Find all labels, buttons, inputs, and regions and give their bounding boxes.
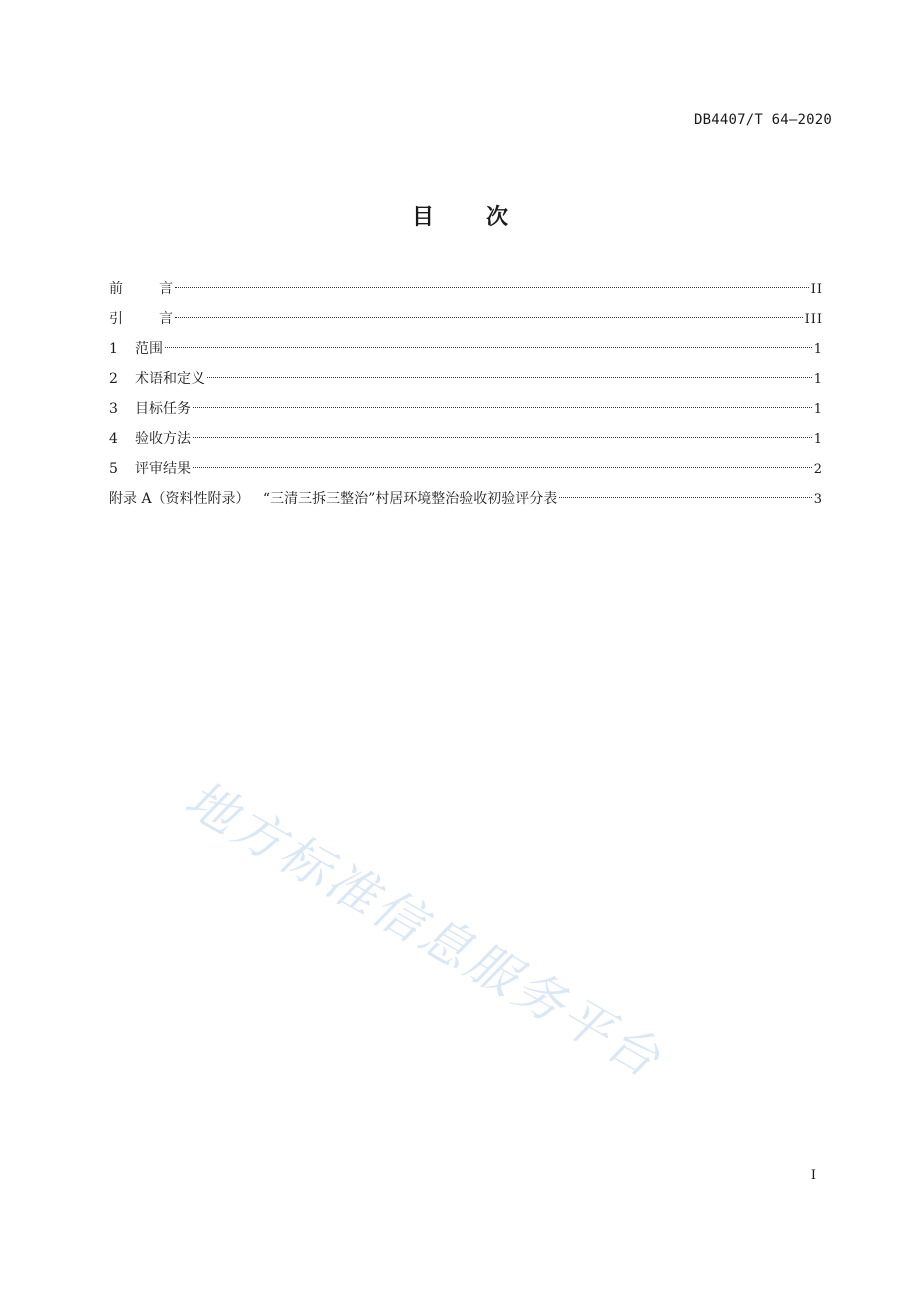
dot-leader bbox=[193, 407, 812, 408]
toc-entry-acceptance[interactable] bbox=[109, 426, 823, 456]
page-number: I bbox=[810, 1168, 816, 1183]
toc-entry-label: 言 bbox=[159, 281, 173, 297]
toc-entry-label: 前 bbox=[109, 281, 123, 297]
dot-leader bbox=[165, 347, 812, 348]
dot-leader bbox=[207, 377, 812, 378]
toc-entry-number: 2 bbox=[109, 371, 118, 387]
toc-page-number: 2 bbox=[813, 462, 823, 477]
toc-entry-scope[interactable] bbox=[109, 336, 823, 366]
toc-entry-appendix-a[interactable] bbox=[109, 486, 823, 516]
toc-entry-number: 1 bbox=[109, 341, 118, 357]
toc-entry-number: 3 bbox=[109, 401, 118, 417]
toc-entry-label: 验收方法 bbox=[135, 431, 191, 447]
toc-entry-foreword[interactable] bbox=[109, 276, 823, 306]
toc-entry-label: 范围 bbox=[135, 341, 163, 357]
toc-entry-terms[interactable] bbox=[109, 366, 823, 396]
toc-entry-objectives[interactable] bbox=[109, 396, 823, 426]
document-code: DB4407/T 64—2020 bbox=[693, 112, 832, 128]
toc-entry-label: 目标任务 bbox=[135, 401, 191, 417]
toc-entry-results[interactable] bbox=[109, 456, 823, 486]
dot-leader bbox=[559, 497, 811, 498]
toc-list bbox=[109, 276, 823, 516]
toc-page-number: 1 bbox=[813, 432, 823, 447]
toc-title-char: 次 bbox=[486, 205, 509, 230]
toc-page-number: 1 bbox=[813, 342, 823, 357]
toc-page-number: 1 bbox=[813, 372, 823, 387]
toc-page-number: II bbox=[810, 282, 823, 297]
toc-entry-label: 引 bbox=[109, 311, 123, 327]
toc-entry-label: 术语和定义 bbox=[135, 371, 205, 387]
dot-leader bbox=[175, 287, 809, 288]
toc-entry-label: 评审结果 bbox=[135, 461, 191, 477]
watermark: 地方标准信息服务平台 bbox=[175, 769, 673, 1090]
dot-leader bbox=[193, 467, 812, 468]
toc-page-number: III bbox=[804, 312, 823, 327]
toc-title bbox=[0, 200, 920, 231]
dot-leader bbox=[175, 317, 803, 318]
toc-entry-label: 言 bbox=[159, 311, 173, 327]
toc-title-char: 目 bbox=[411, 205, 434, 230]
toc-entry-introduction[interactable] bbox=[109, 306, 823, 336]
toc-entry-label: 附录 A（资料性附录） “三清三拆三整治”村居环境整治验收初验评分表 bbox=[109, 491, 558, 507]
toc-entry-number: 4 bbox=[109, 431, 118, 447]
toc-page-number: 3 bbox=[813, 492, 823, 507]
dot-leader bbox=[193, 437, 812, 438]
toc-entry-number: 5 bbox=[109, 461, 118, 477]
toc-page-number: 1 bbox=[813, 402, 823, 417]
